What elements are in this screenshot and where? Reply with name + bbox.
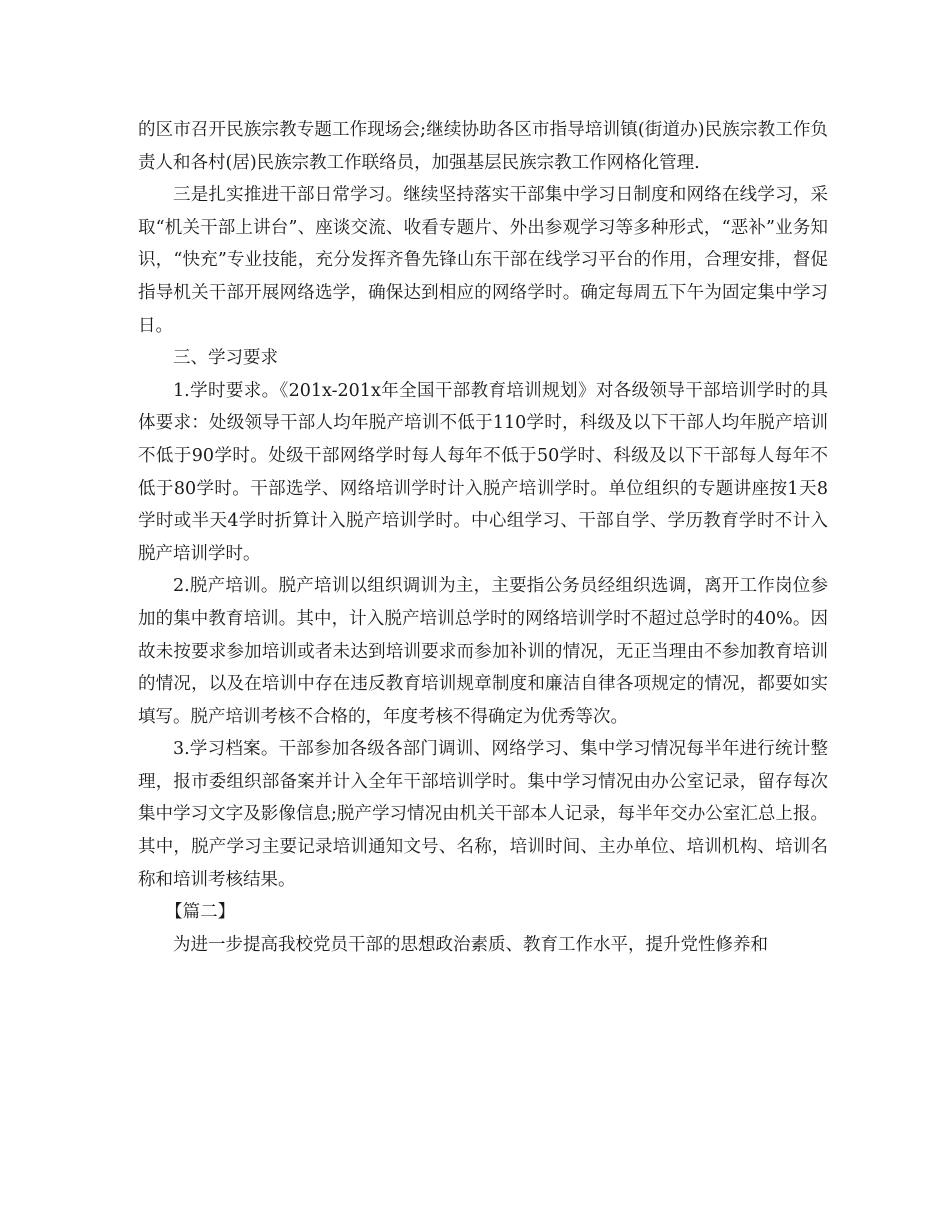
paragraph-continuation: 的区市召开民族宗教专题工作现场会;继续协助各区市指导培训镇(街道办)民族宗教工作负责人和各村(居)民族宗教工作联络员，加强基层民族宗教工作网格化管理. [138,120,828,173]
section-heading-part-two: 【篇二】 [165,902,236,923]
section-heading-study-requirements: 三、学习要求 [173,348,278,369]
paragraph-part-two-intro: 为进一步提高我校党员干部的思想政治素质、教育工作水平，提升党性修养和 [173,934,768,955]
paragraph-study-records: 3.学习档案。干部参加各级各部门调训、网络学习、集中学习情况每半年进行统计整理，报市委组织部备案并计入全年干部培训学时。集中学习情况由办公室记录，留存每次集中学习文字及影像信息;脱产学习情况由机关干部本人记录，每半年交办公室汇总上报。其中，脱产学习主要记录培训通知文号、名称，培训时间、主办单位、培训机构、培训名称和培训考核结果。 [138,739,828,890]
paragraph-daily-study: 三是扎实推进干部日常学习。继续坚持落实干部集中学习日制度和网络在线学习，采取“机关干部上讲台”、座谈交流、收看专题片、外出参观学习等多种形式，“恶补”业务知识，“快充”专业技能，充分发挥齐鲁先锋山东干部在线学习平台的作用，合理安排，督促指导机关干部开展网络选学，确保达到相应的网络学时。确定每周五下午为固定集中学习日。 [138,185,828,336]
paragraph-offsite-training: 2.脱产培训。脱产培训以组织调训为主，主要指公务员经组织选调，离开工作岗位参加的集中教育培训。其中，计入脱产培训总学时的网络培训学时不超过总学时的40%。因故未按要求参加培训或者未达到培训要求而参加补训的情况，无正当理由不参加教育培训的情况，以及在培训中存在违反教育培训规章制度和廉洁自律各项规定的情况，都要如实填写。脱产培训考核不合格的，年度考核不得确定为优秀等次。 [138,576,828,727]
paragraph-hours-requirement: 1.学时要求。《201x-201x年全国干部教育培训规划》对各级领导干部培训学时的具体要求：处级领导干部人均年脱产培训不低于110学时，科级及以下干部人均年脱产培训不低于90学时。处级干部网络学时每人每年不低于50学时、科级及以下干部每人每年不低于80学时。干部选学、网络培训学时计入脱产培训学时。单位组织的专题讲座按1天8学时或半天4学时折算计入脱产培训学时。中心组学习、干部自学、学历教育学时不计入脱产培训学时。 [138,380,828,564]
document-body [138,114,828,961]
